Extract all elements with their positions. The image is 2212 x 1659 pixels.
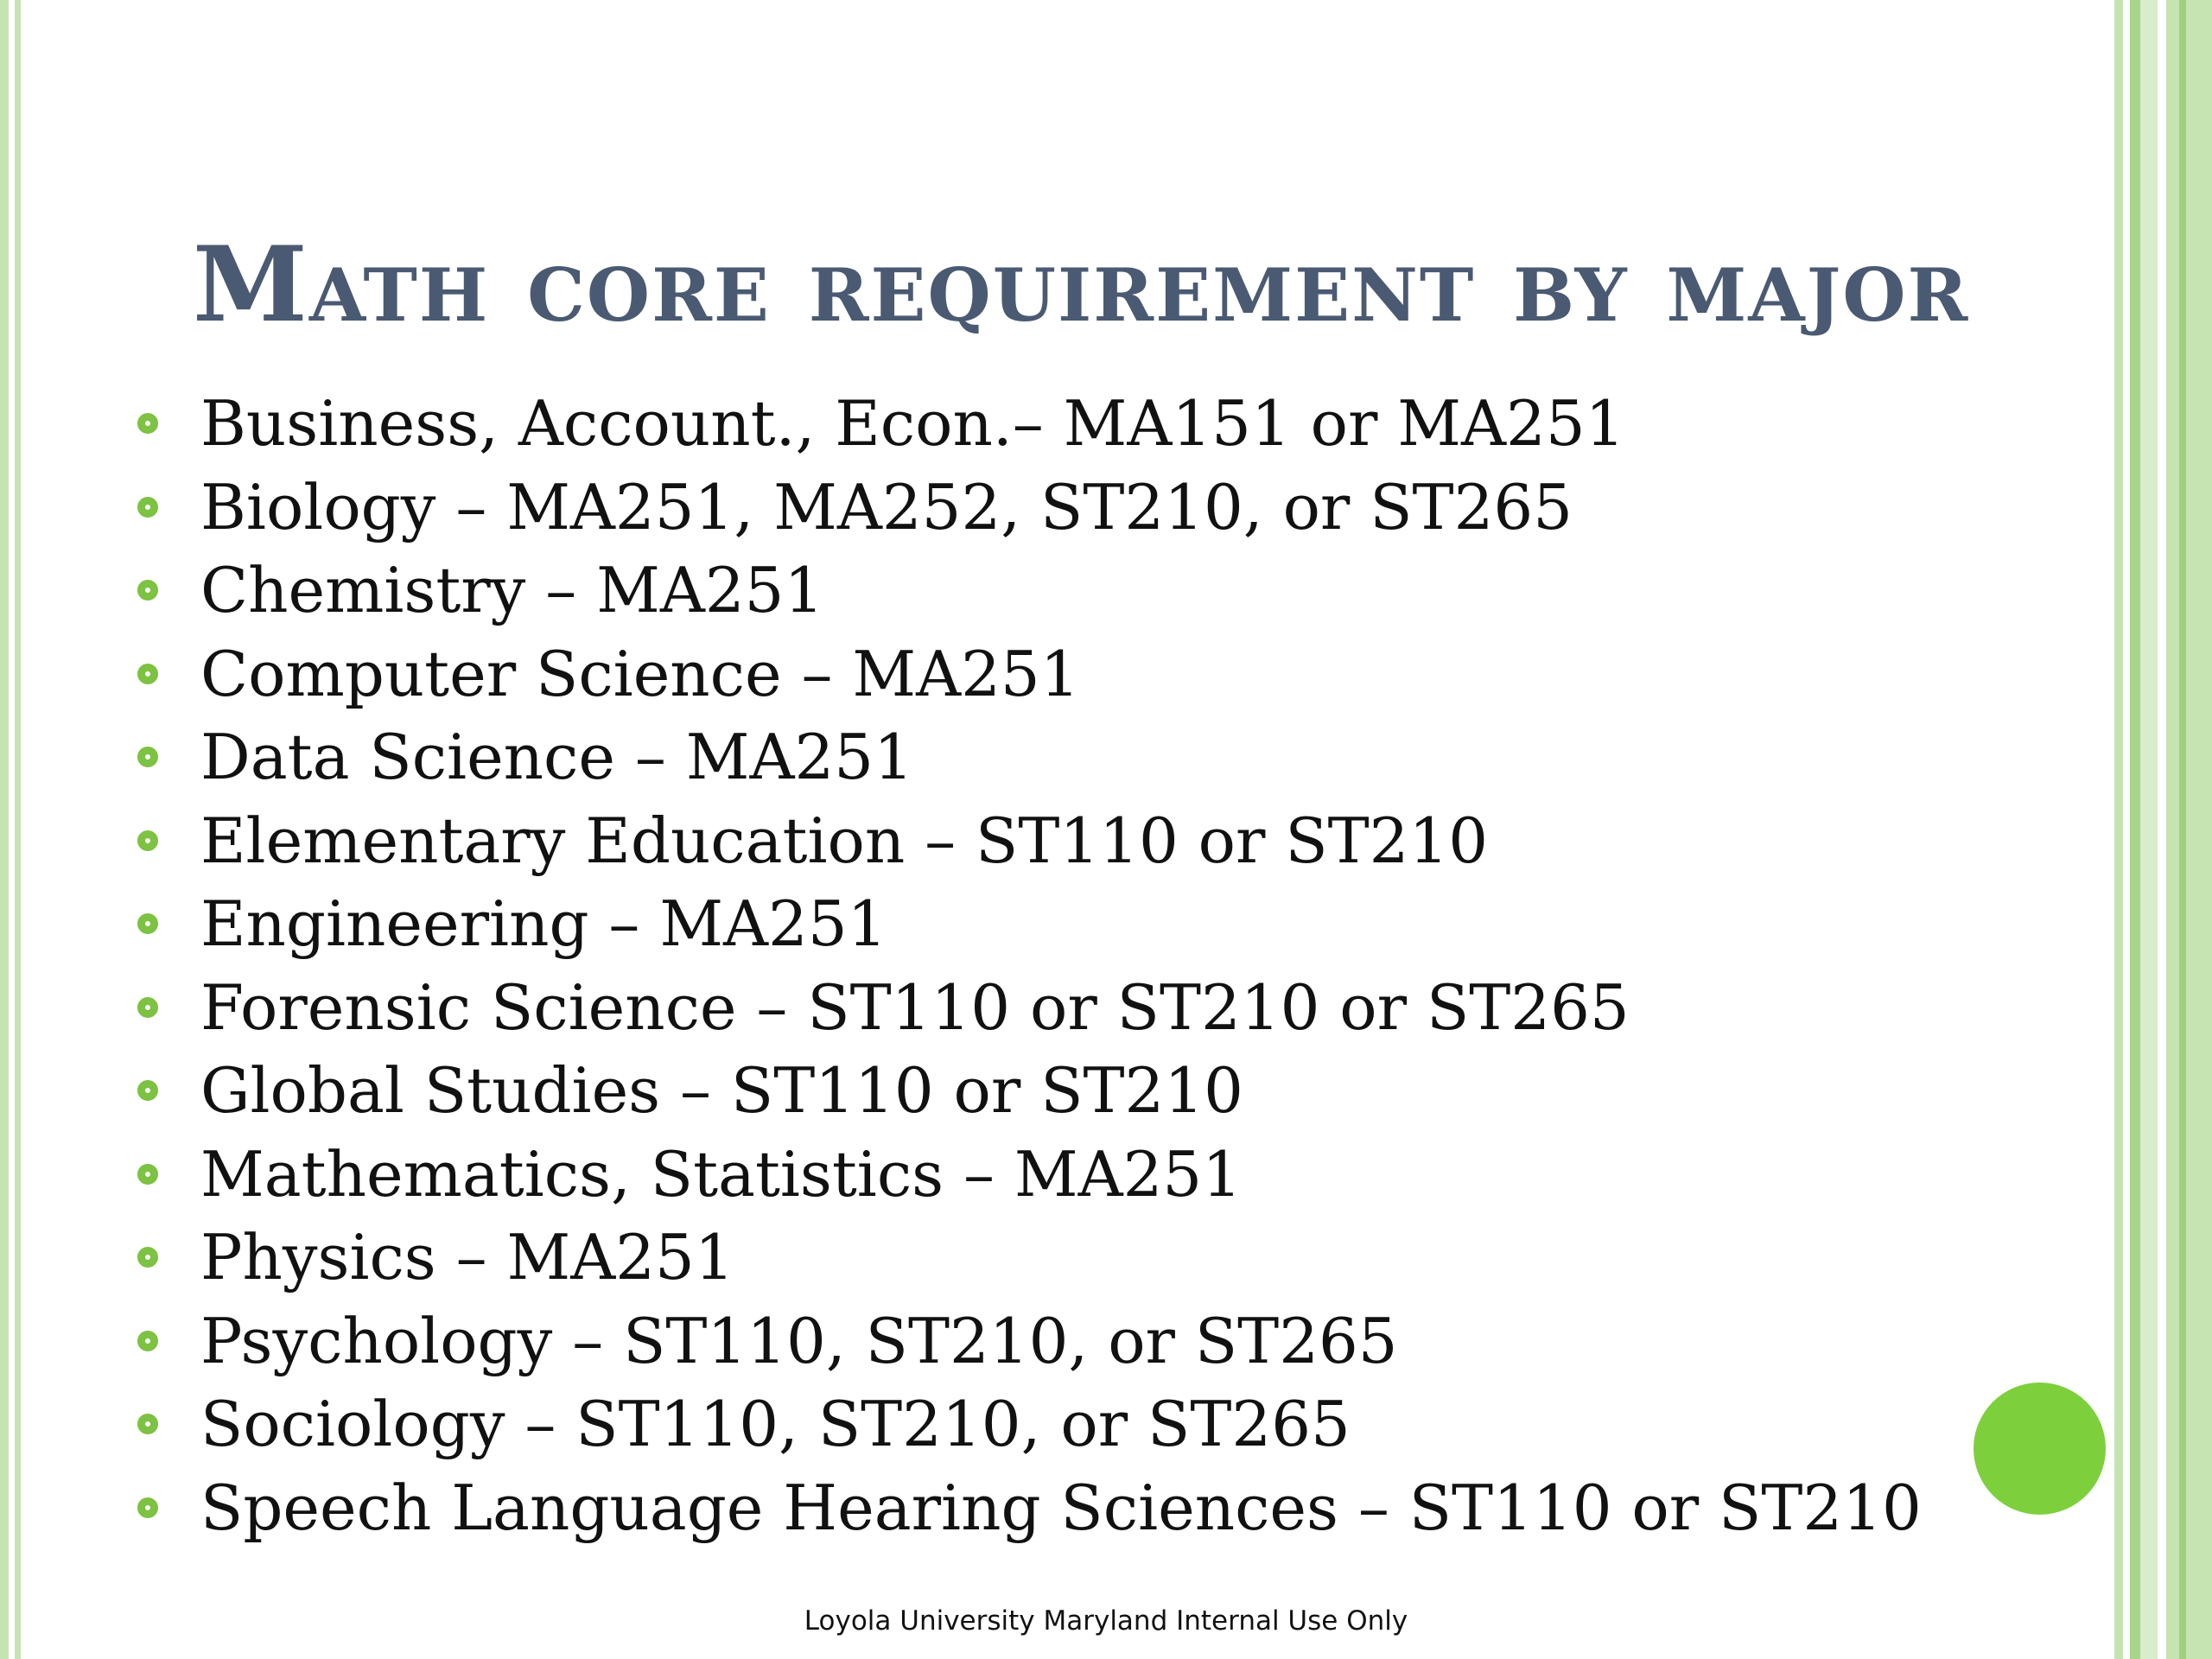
list-item-text: Elementary Education – ST110 or ST210 [200, 804, 1489, 877]
requirements-list [0, 387, 1987, 1554]
list-item-text: Business, Account., Econ.– MA151 or MA251 [200, 387, 1625, 460]
list-item-text: Mathematics, Statistics – MA251 [200, 1137, 1243, 1211]
list-item-text: Sociology – ST110, ST210, or ST265 [200, 1388, 1351, 1460]
slide-title: Math core requirement by major [193, 224, 1970, 346]
right-border-stripes [2114, 0, 2212, 1659]
list-item-text: Computer Science – MA251 [200, 637, 1080, 710]
bullet-icon [137, 830, 158, 851]
list-item-text: Biology – MA251, MA252, ST210, or ST265 [200, 470, 1573, 543]
bullet-icon [137, 747, 158, 767]
list-item [0, 1388, 1987, 1471]
bullet-icon [137, 1164, 158, 1185]
list-item [0, 1054, 1987, 1138]
list-item [0, 1221, 1987, 1305]
bullet-icon [137, 664, 158, 684]
bullet-icon [137, 413, 158, 434]
list-item-text: Physics – MA251 [200, 1221, 734, 1294]
list-item-text: Data Science – MA251 [200, 721, 913, 793]
bullet-icon [137, 997, 158, 1018]
bullet-icon [137, 1080, 158, 1101]
list-item [0, 387, 1987, 471]
list-item [0, 721, 1987, 804]
list-item [0, 638, 1987, 721]
list-item [0, 1305, 1987, 1389]
list-item-text: Engineering – MA251 [200, 887, 887, 960]
list-item-text: Global Studies – ST110 or ST210 [200, 1054, 1243, 1127]
list-item-text: Psychology – ST110, ST210, or ST265 [200, 1304, 1398, 1377]
list-item [0, 804, 1987, 888]
bullet-icon [137, 497, 158, 518]
list-item [0, 971, 1987, 1055]
footer-text: Loyola University Maryland Internal Use Only [804, 1605, 1408, 1637]
list-item-text: Forensic Science – ST110 or ST210 or ST265 [200, 970, 1630, 1044]
bullet-icon [137, 1497, 158, 1518]
list-item [0, 554, 1987, 638]
list-item [0, 471, 1987, 555]
list-item-text: Speech Language Hearing Sciences – ST110 or ST210 [200, 1471, 1922, 1544]
list-item [0, 1471, 1987, 1555]
bullet-icon [137, 1331, 158, 1351]
list-item [0, 1138, 1987, 1222]
bullet-icon [137, 913, 158, 934]
bullet-icon [137, 580, 158, 601]
bullet-icon [137, 1247, 158, 1268]
accent-circle [1974, 1382, 2106, 1515]
list-item-text: Chemistry – MA251 [200, 554, 824, 626]
list-item [0, 887, 1987, 971]
bullet-icon [137, 1414, 158, 1434]
